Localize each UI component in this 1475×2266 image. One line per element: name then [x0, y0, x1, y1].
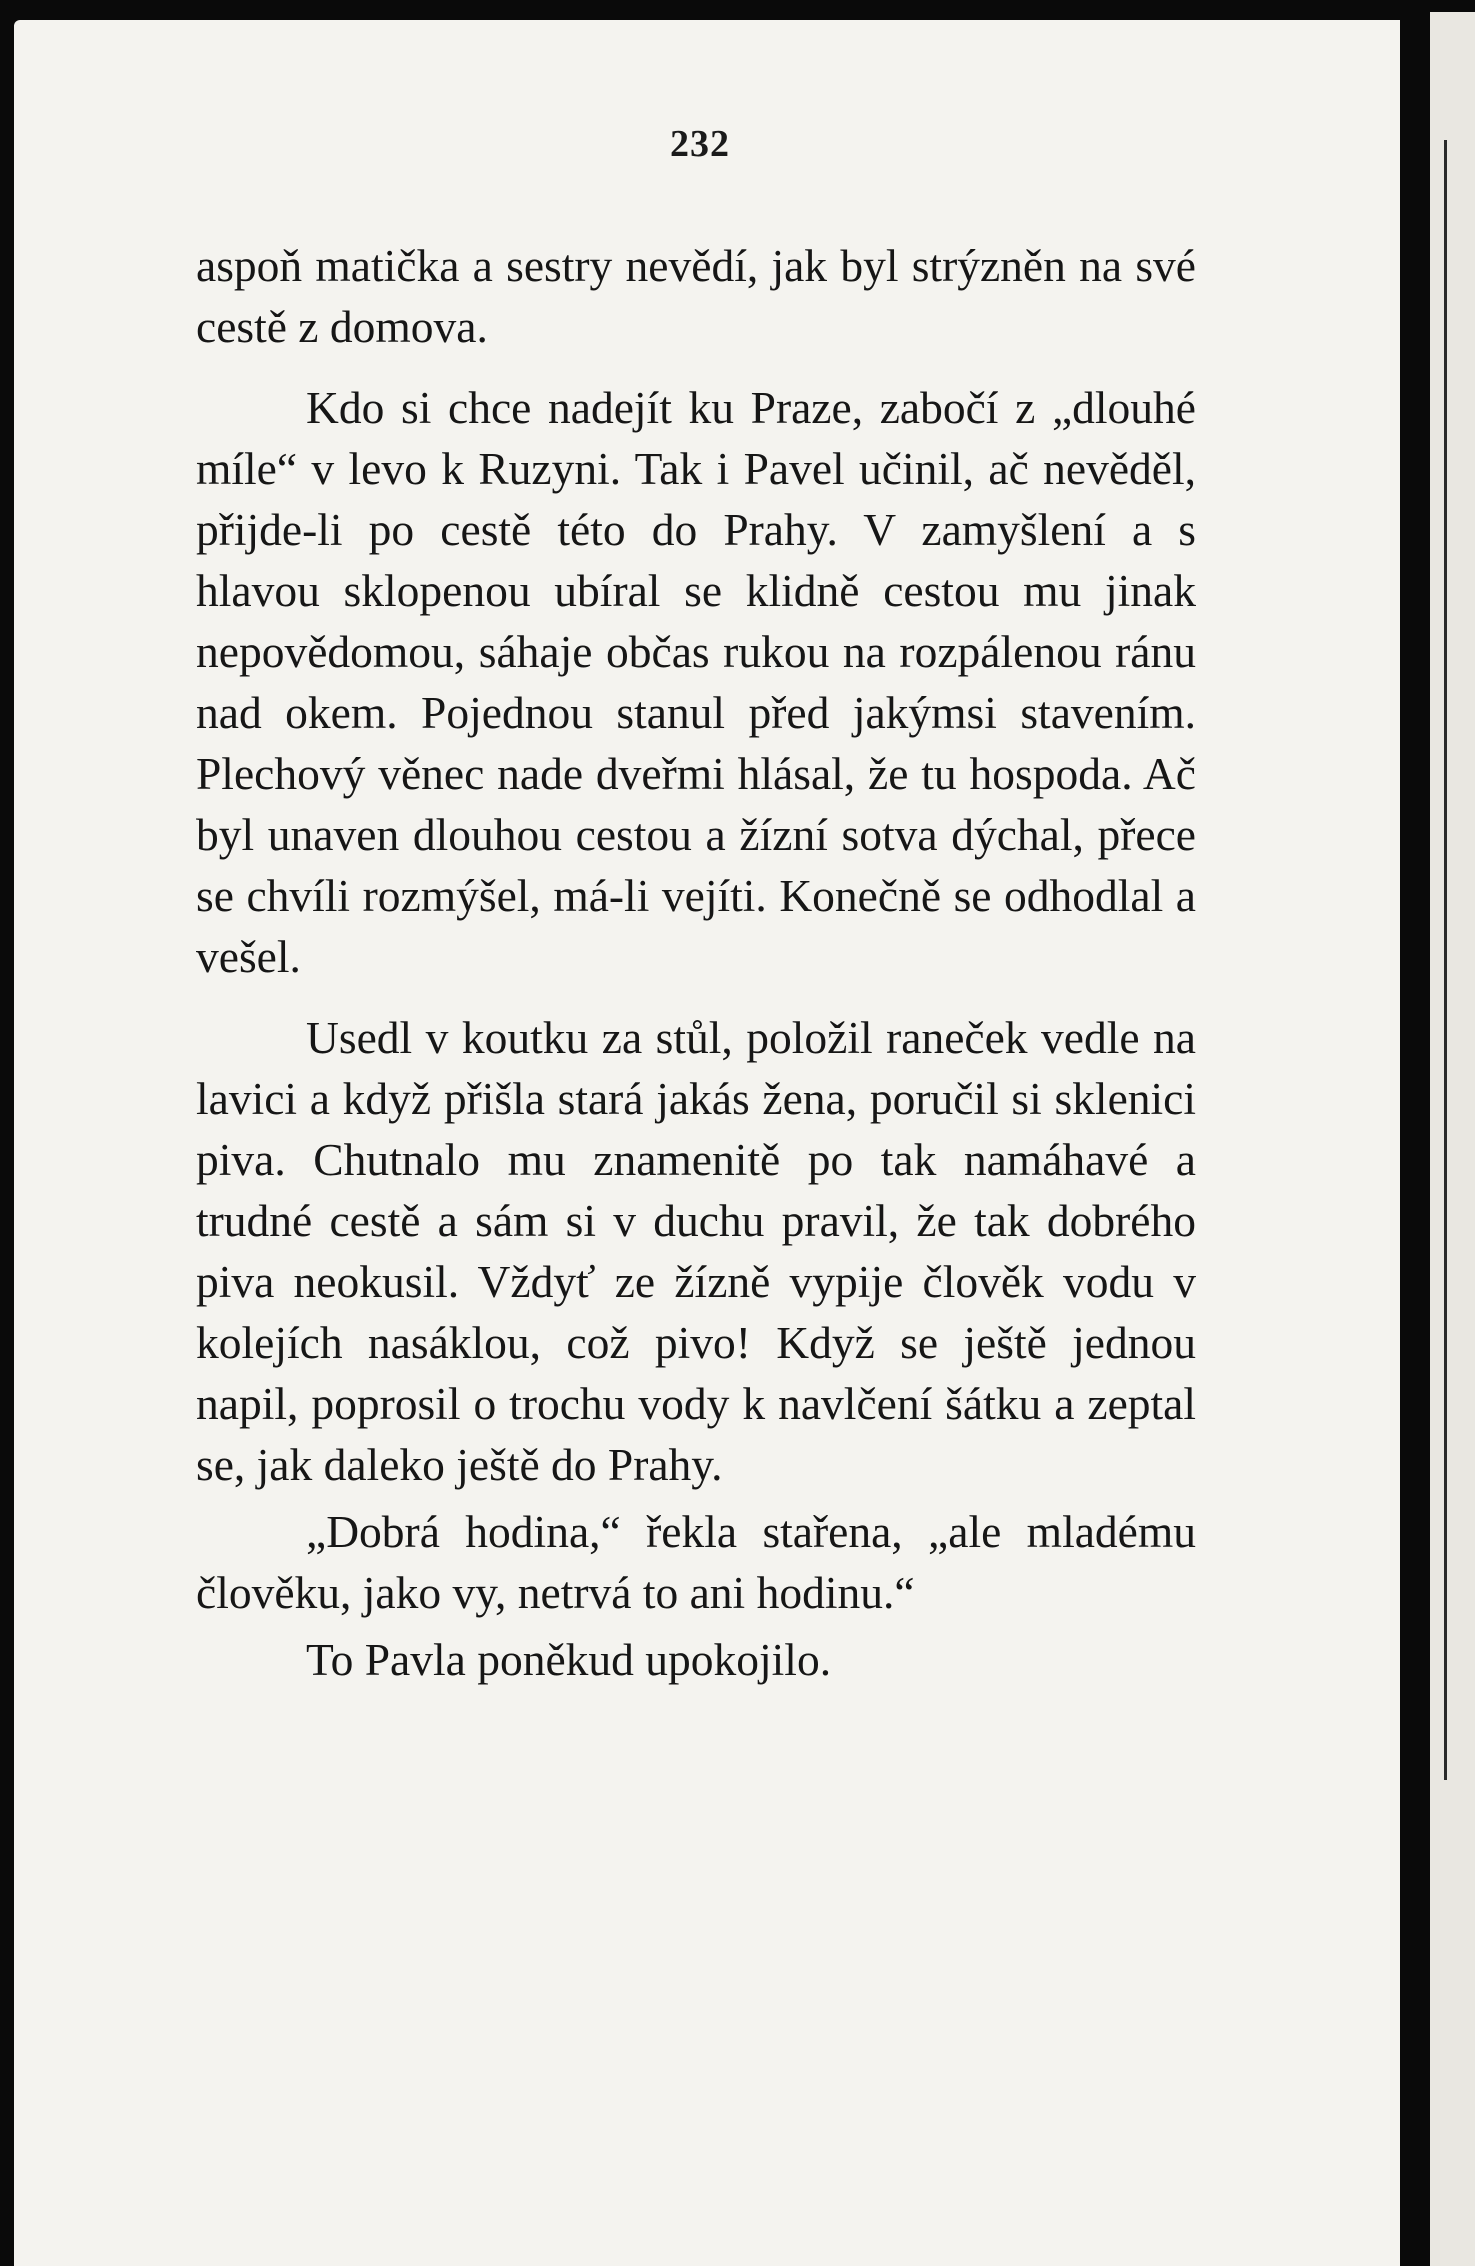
paragraph: Kdo si chce nadejít ku Praze, zabočí z „dlouhé míle“ v levo k Ruzyni. Tak i Pavel učinil, ač nevěděl, přijde-li po cestě této do Prahy. V zamyšlení a s hlavou sklopenou ubíral se klidně cestou mu jinak nepovědomou, sáhaje občas rukou na rozpálenou ránu nad okem. Pojednou stanul před jakýmsi stavením. Plechový věnec nade dveřmi hlásal, že tu hospoda. Ač byl unaven dlouhou cestou a žízní sotva dýchal, přece se chvíli rozmýšel, má-li vejíti. Konečně se odhodlal a vešel.: [196, 382, 1196, 982]
paragraph: aspoň matička a sestry nevědí, jak byl strýzněn na své cestě z domova.: [196, 240, 1196, 352]
paragraph: To Pavla poněkud upokojilo.: [306, 1634, 832, 1685]
page-number: 232: [670, 123, 730, 165]
paragraph: Usedl v koutku za stůl, položil raneček vedle na lavici a když přišla stará jakás žena, poručil si sklenici piva. Chutnalo mu znamenitě po tak namáhavé a trudné cestě a sám si v duchu pravil, že tak dobrého piva neokusil. Vždyť ze žízně vypije člověk vodu v kolejích nasáklou, což pivo! Když se ještě jednou napil, poprosil o trochu vody k navlčení šátku a zeptal se, jak daleko ještě do Prahy.: [196, 1012, 1196, 1490]
adjacent-page-edge: [1430, 12, 1475, 2266]
page-edge-shadow: [1444, 140, 1447, 1780]
book-gutter: [1400, 0, 1430, 2266]
paragraph: „Dobrá hodina,“ řekla stařena, „ale mladému člověku, jako vy, netrvá to ani hodinu.“: [196, 1506, 1196, 1618]
body-text: [196, 235, 1196, 1690]
